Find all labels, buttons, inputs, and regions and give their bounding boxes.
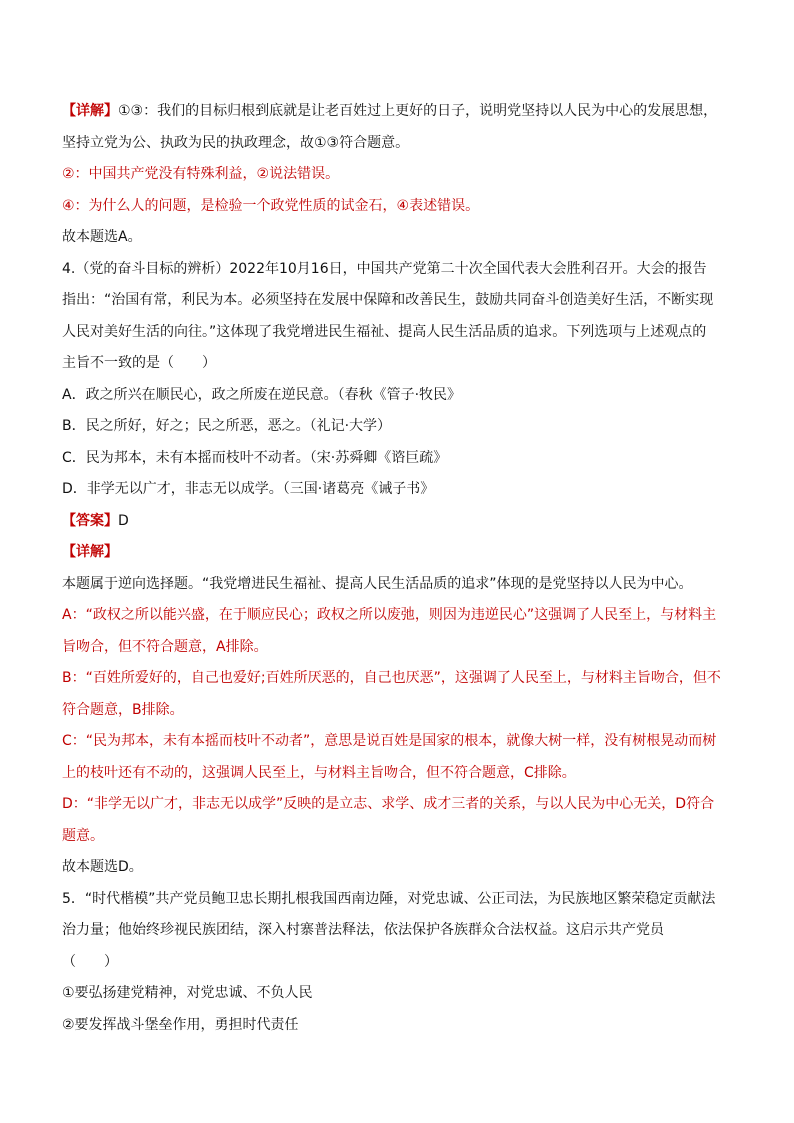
q5-item-2: ②要发挥战斗堡垒作用，勇担时代责任: [62, 1016, 299, 1033]
q4-stem-line-2: 指出：“治国有常，利民为本。必须坚持在发展中保障和改善民生，鼓励共同奋斗创造美好生活，不断实现: [62, 292, 714, 308]
q4-option-d: D．非学无以广才，非志无以成学。（三国·诸葛亮《诫子书》: [62, 481, 435, 497]
q4-stem-line-3: 人民对美好生活的向往。”这体现了我党增进民生福祉、提高人民生活品质的追求。下列选项与上述观点的: [62, 323, 707, 340]
q4-explain-a-line-2: 旨吻合，但不符合题意，A排除。: [62, 638, 268, 655]
q5-stem-line-2: 治力量；他始终珍视民族团结，深入村寨普法释法，依法保护各族群众合法权益。这启示共产党员: [62, 922, 664, 938]
q3-explain-line-3: ②：中国共产党没有特殊利益，②说法错误。: [62, 166, 340, 182]
q4-option-c: C．民为邦本，未有本摇而枝叶不动者。（宋·苏舜卿《谘巨疏》: [62, 449, 448, 466]
question-5: [62, 884, 734, 1042]
q4-explain-d-line-2: 题意。: [62, 827, 104, 844]
q3-explain: [62, 96, 734, 254]
q3-explain-line-2: 坚持立党为公、执政为民的执政理念，故①③符合题意。: [62, 134, 410, 151]
document-content: [62, 96, 734, 1041]
q4-stem-line-4: 主旨不一致的是（ ）: [62, 355, 216, 371]
q4-explain-b-line-2: 符合题意，B排除。: [62, 701, 184, 718]
q3-conclusion: 故本题选A。: [62, 229, 142, 245]
q4-explain-label: 【详解】: [62, 544, 118, 560]
q5-item-1: ①要弘扬建党精神，对党忠诚、不负人民: [62, 985, 313, 1001]
answer-value: D: [118, 512, 129, 529]
q5-stem-line-1: 5．“时代楷模”共产党员鲍卫忠长期扎根我国西南边陲，对党忠诚、公正司法，为民族地区繁荣稳定贡献法: [62, 890, 716, 907]
q4-stem-line-1: 4.（党的奋斗目标的辨析）2022年10月16日，中国共产党第二十次全国代表大会胜利召开。大会的报告: [62, 260, 707, 277]
answer-label: 【答案】: [62, 512, 118, 529]
q3-explain-line-1: 【详解】①③：我们的目标归根到底就是让老百姓过上更好的日子，说明党坚持以人民为中心的发展思想，: [62, 103, 718, 119]
q5-stem-line-3: （ ）: [62, 953, 118, 970]
q4-explain-a-line-1: A：“政权之所以能兴盛，在于顺应民心；政权之所以废弛，则因为违逆民心”这强调了人民至上，与材料主: [62, 607, 717, 623]
q3-explain-line-4: ④：为什么人的问题，是检验一个政党性质的试金石，④表述错误。: [62, 197, 480, 214]
q4-explain-c-line-1: C：“民为邦本，未有本摇而枝叶不动者”，意思是说百姓是国家的根本，就像大树一样，没有树根晃动而树: [62, 733, 717, 749]
explain-label: 【详解】: [62, 103, 118, 119]
q4-explain-c-line-2: 上的枝叶还有不动的，这强调人民至上，与材料主旨吻合，但不符合题意，C排除。: [62, 764, 576, 781]
q4-answer: [62, 506, 734, 538]
q4-option-a: A．政之所兴在顺民心，政之所废在逆民意。（春秋《管子·牧民》: [62, 386, 462, 403]
q4-option-b: B．民之所好，好之；民之所恶，恶之。（礼记·大学）: [62, 418, 392, 434]
q4-explain-intro: 本题属于逆向选择题。“我党增进民生福祉、提高人民生活品质的追求”体现的是党坚持以人民为中心。: [62, 575, 693, 592]
q4-explain-b-line-1: B：“百姓所爱好的，自己也爱好;百姓所厌恶的，自己也厌恶”，这强调了人民至上，与材料主旨吻合，但不: [62, 670, 721, 686]
question-4: [62, 254, 734, 884]
q4-conclusion: 故本题选D。: [62, 859, 143, 875]
q4-explain-d-line-1: D：“非学无以广才，非志无以成学”反映的是立志、求学、成才三者的关系，与以人民为中心无关，D符合: [62, 796, 715, 812]
